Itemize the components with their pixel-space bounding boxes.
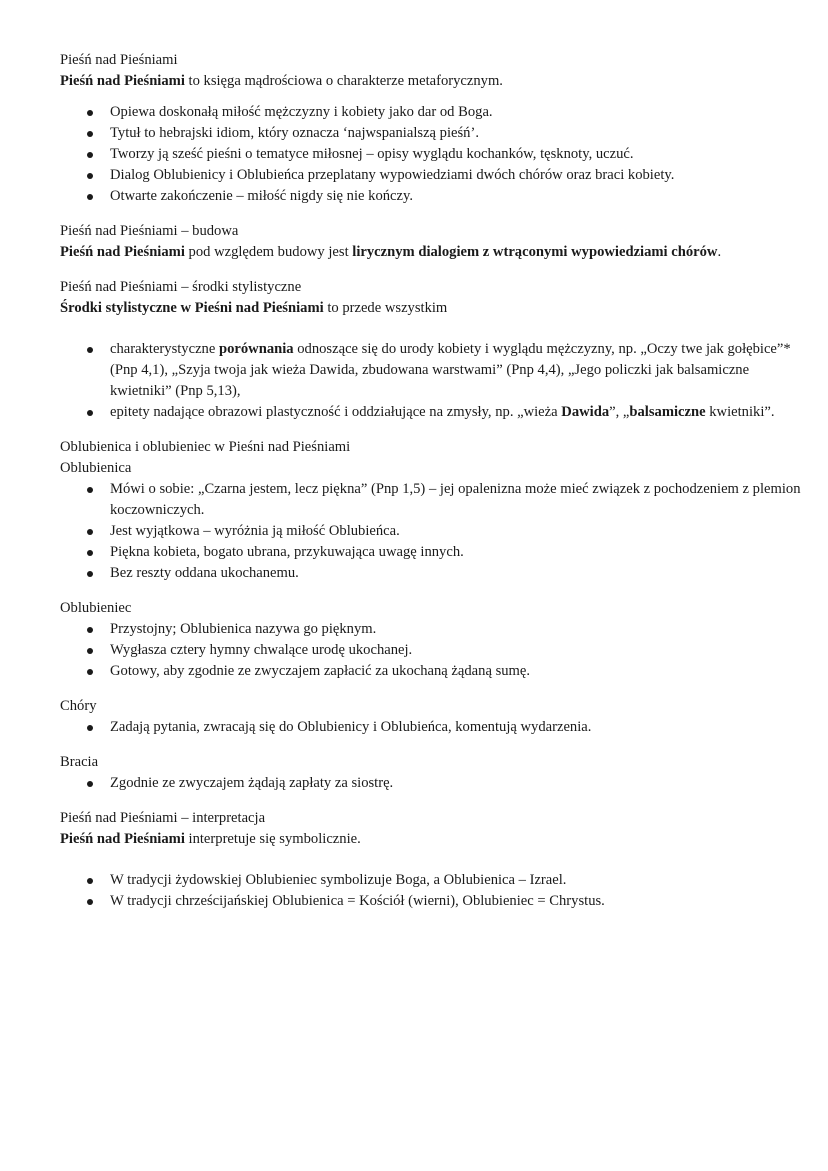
epitety-mid: ”, „ [609,404,630,420]
bracia-bullet-list [60,773,788,794]
list-item: Jest wyjątkowa – wyróżnia ją miłość Oblubieńca. [60,521,788,542]
heading-chory: Chóry [60,698,97,714]
list-item: Zgodnie ze zwyczajem żądają zapłaty za siostrę. [60,773,788,794]
list-item: Gotowy, aby zgodnie ze zwyczajem zapłacić za ukochaną żądaną sumę. [60,661,788,682]
heading-oblubieniec: Oblubieniec [60,600,132,616]
interpretacja-bold: Pieśń nad Pieśniami [60,831,185,847]
srodki-bullet-list [60,339,791,423]
budowa-mid: pod względem budowy jest [184,244,353,260]
list-item: Wygłasza cztery hymny chwalące urodę ukochanej. [60,640,788,661]
epitety-end: kwietniki”. [705,404,775,420]
epitety-bold-dawida: Dawida [561,404,610,420]
heading-bracia: Bracia [60,754,99,770]
list-item: Przystojny; Oblubienica nazywa go pięknym. [60,619,788,640]
budowa-end: . [717,244,722,260]
list-item: Tworzy ją sześć pieśni o tematyce miłosnej – opisy wyglądu kochanków, tęsknoty, uczuć. [60,144,788,165]
list-item: Piękna kobieta, bogato ubrana, przykuwająca uwagę innych. [60,542,788,563]
section-title-intro: Pieśń nad Pieśniami [60,52,178,68]
section-title-srodki: Pieśń nad Pieśniami – środki stylistyczne [60,279,302,295]
list-item: Dialog Oblubienicy i Oblubieńca przeplatany wypowiedziami dwóch chórów oraz braci kobiety. [60,165,788,186]
epitety-lead: epitety nadające obrazowi plastyczność i oddziałujące na zmysły, np. „wieża [110,404,562,420]
interpretacja-bullet-list [60,870,788,912]
budowa-bold-title: Pieśń nad Pieśniami [60,244,185,260]
section-title-interpretacja: Pieśń nad Pieśniami – interpretacja [60,810,266,826]
list-item: W tradycji żydowskiej Oblubieniec symbolizuje Boga, a Oblubienica – Izrael. [60,870,788,891]
interpretacja-paragraph [60,829,788,850]
srodki-paragraph [60,298,788,319]
epitety-bold-balsamiczne: balsamiczne [629,404,706,420]
list-item: Tytuł to hebrajski idiom, który oznacza ‘najwspanialszą pieśń’. [60,123,788,144]
srodki-bold: Środki stylistyczne w Pieśni nad Pieśniami [60,300,324,316]
porownania-text: odnoszące się do urody kobiety i wyglądu mężczyzny, np. „Oczy twe jak gołębice”* (Pnp 4,1), „Szyja twoja jak wieża Dawida, zbudowana warstwami” (Pnp 4,4), „Jego policzki jak balsamiczne kwietniki” (Pnp 5,13), [110,341,791,399]
srodki-rest: to przede wszystkim [323,300,448,316]
intro-bullet-list [60,102,788,207]
list-item: Zadają pytania, zwracają się do Oblubienicy i Oblubieńca, komentują wydarzenia. [60,717,788,738]
section-title-postacie: Oblubienica i oblubieniec w Pieśni nad Pieśniami [60,439,351,455]
interpretacja-rest: interpretuje się symbolicznie. [184,831,361,847]
list-item: W tradycji chrześcijańskiej Oblubienica = Kościół (wierni), Oblubieniec = Chrystus. [60,891,788,912]
list-item: Bez reszty oddana ukochanemu. [60,563,788,584]
list-item: Opiewa doskonałą miłość mężczyzny i kobiety jako dar od Boga. [60,102,788,123]
oblubienica-bullet-list [60,479,801,584]
intro-rest: to księga mądrościowa o charakterze metaforycznym. [184,73,503,89]
intro-paragraph [60,71,788,92]
intro-bold: Pieśń nad Pieśniami [60,73,185,89]
budowa-paragraph [60,242,788,263]
list-item: Mówi o sobie: „Czarna jestem, lecz piękna” (Pnp 1,5) – jej opalenizna może mieć związek z pochodzeniem z plemion koczowniczych. [60,479,810,521]
list-item [60,402,810,423]
heading-oblubienica: Oblubienica [60,460,132,476]
oblubieniec-bullet-list [60,619,788,682]
porownania-bold: porównania [218,341,294,357]
budowa-bold-phrase: lirycznym dialogiem z wtrąconymi wypowiedziami chórów [352,244,718,260]
porownania-lead: charakterystyczne [110,341,219,357]
chory-bullet-list [60,717,788,738]
section-title-budowa: Pieśń nad Pieśniami – budowa [60,223,239,239]
list-item [60,339,810,402]
list-item: Otwarte zakończenie – miłość nigdy się nie kończy. [60,186,788,207]
